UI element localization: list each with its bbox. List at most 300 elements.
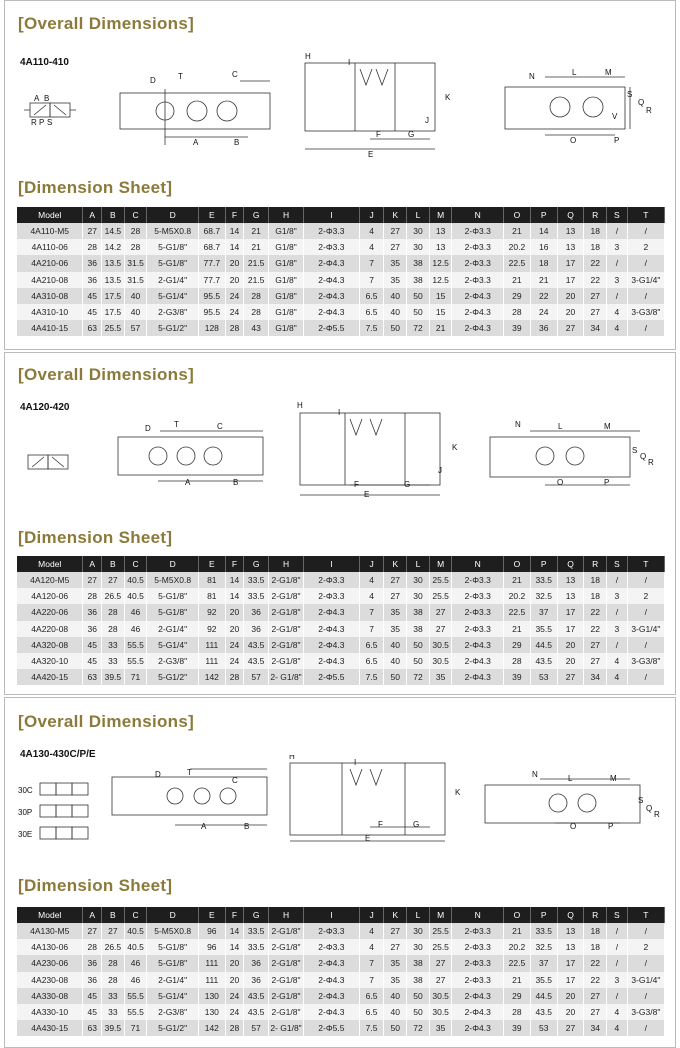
table-cell: G1/8" [269, 223, 304, 239]
front-view [118, 431, 263, 481]
column-header: P [530, 207, 557, 223]
table-cell: 95.5 [198, 288, 225, 304]
table-cell: 95.5 [198, 304, 225, 320]
table-cell: / [627, 669, 664, 685]
end-r-label: R [646, 106, 652, 115]
table-cell: 20 [557, 1004, 584, 1020]
table-cell: 16 [530, 239, 557, 255]
table-cell: 7 [359, 604, 384, 620]
table-cell: 2-G1/8" [269, 653, 304, 669]
column-header: R [584, 207, 607, 223]
end-q-label: Q [646, 804, 653, 813]
column-header: S [607, 556, 628, 572]
model-cell: 4A110-06 [17, 239, 83, 255]
table-cell: 18 [584, 588, 607, 604]
table-cell: 26.5 [102, 939, 125, 955]
table-cell: 20.2 [504, 939, 531, 955]
model-cell: 4A430-15 [17, 1020, 83, 1036]
column-header: H [269, 556, 304, 572]
table-row [17, 1020, 665, 1036]
table-cell: 30 [407, 923, 430, 939]
column-header: Model [17, 556, 83, 572]
table-cell: 2-Φ4.3 [304, 288, 360, 304]
table-cell: 4 [359, 223, 384, 239]
table-cell: 34 [584, 320, 607, 336]
table-cell: 3 [607, 272, 628, 288]
table-cell: 28 [504, 304, 531, 320]
table-cell: G1/8" [269, 320, 304, 336]
end-n-label: N [532, 770, 538, 779]
table-cell: 50 [384, 1020, 407, 1036]
end-r-label: R [654, 810, 660, 819]
table-cell: 20 [225, 972, 244, 988]
column-header: S [607, 207, 628, 223]
front-t-label: T [187, 768, 192, 777]
table-cell: 2-Φ4.3 [452, 320, 504, 336]
table-cell: 27 [384, 588, 407, 604]
end-s-label: S [632, 446, 638, 455]
table-cell: 5-M5X0.8 [147, 923, 199, 939]
table-cell: 2-G1/8" [269, 955, 304, 971]
table-cell: 55.5 [124, 1004, 147, 1020]
table-cell: 46 [124, 604, 147, 620]
table-row [17, 304, 665, 320]
column-header: N [452, 556, 504, 572]
end-m-label: M [605, 68, 612, 77]
table-cell: 25.5 [429, 939, 452, 955]
table-cell: 2- G1/8" [269, 669, 304, 685]
table-cell: 45 [83, 1004, 102, 1020]
table-row [17, 988, 665, 1004]
table-cell: 38 [407, 621, 430, 637]
table-cell: 14.2 [102, 239, 125, 255]
overall-dimensions-title-3: [Overall Dimensions] [18, 712, 195, 731]
table-cell: 27 [584, 304, 607, 320]
symbol-p-label: P [39, 118, 45, 127]
table-cell: 35.5 [530, 972, 557, 988]
table-cell: 46 [124, 972, 147, 988]
table-cell: 39.5 [102, 669, 125, 685]
table-cell: 28 [244, 288, 269, 304]
table-cell: 28 [102, 955, 125, 971]
table-row [17, 621, 665, 637]
table-cell: 2-G1/4" [147, 972, 199, 988]
table-cell: 20 [557, 653, 584, 669]
table-cell: / [627, 320, 664, 336]
table-cell: 57 [124, 320, 147, 336]
table-cell: 96 [198, 923, 225, 939]
table-cell: 29 [504, 288, 531, 304]
table-cell: 27 [384, 939, 407, 955]
column-header: L [407, 556, 430, 572]
table-cell: 72 [407, 320, 430, 336]
table-cell: 13.5 [102, 272, 125, 288]
table-cell: 38 [407, 604, 430, 620]
front-b-label: B [234, 138, 240, 147]
column-header: N [452, 207, 504, 223]
table-cell: 14 [225, 223, 244, 239]
table-cell: / [607, 939, 628, 955]
table-cell: / [607, 637, 628, 653]
table-cell: 2-G1/8" [269, 988, 304, 1004]
front-view [112, 769, 267, 825]
table-header-row [17, 207, 665, 223]
table-cell: 5-G1/8" [147, 255, 199, 271]
table-cell: 18 [584, 239, 607, 255]
table-cell: 22 [584, 272, 607, 288]
table-cell: 111 [198, 653, 225, 669]
table-cell: / [627, 637, 664, 653]
technical-drawing-2 [0, 395, 680, 510]
table-cell: 17 [557, 972, 584, 988]
table-cell: 36 [530, 320, 557, 336]
column-header: I [304, 907, 360, 923]
table-cell: 2-Φ3.3 [452, 255, 504, 271]
table-cell: 17.5 [102, 304, 125, 320]
table-cell: 2-Φ3.3 [452, 272, 504, 288]
table-cell: 21 [504, 923, 531, 939]
table-cell: / [607, 955, 628, 971]
table-cell: 4 [359, 588, 384, 604]
table-cell: / [627, 1020, 664, 1036]
table-cell: 14 [530, 223, 557, 239]
column-header: A [83, 907, 102, 923]
table-cell: 2 [627, 588, 664, 604]
table-cell: 27 [384, 223, 407, 239]
table-cell: 2-Φ4.3 [452, 653, 504, 669]
table-cell: 35 [429, 1020, 452, 1036]
table-cell: 13 [557, 939, 584, 955]
table-cell: 20 [225, 255, 244, 271]
table-cell: 24 [225, 653, 244, 669]
table-row [17, 955, 665, 971]
column-header: C [124, 556, 147, 572]
side-e-label: E [364, 490, 370, 499]
table-cell: 39.5 [102, 1020, 125, 1036]
table-cell: 4 [607, 669, 628, 685]
table-cell: 36 [83, 604, 102, 620]
table-cell: 28 [83, 939, 102, 955]
table-cell: 28 [83, 588, 102, 604]
table-cell: 22 [584, 972, 607, 988]
table-cell: 39 [504, 320, 531, 336]
symbol-a-label: A [34, 94, 40, 103]
table-cell: 22 [584, 955, 607, 971]
symbol-r-label: R [31, 118, 37, 127]
table-cell: 20.2 [504, 588, 531, 604]
table-cell: 20 [557, 288, 584, 304]
table-cell: 36 [244, 604, 269, 620]
table-cell: 3-G3/8" [627, 653, 664, 669]
table-cell: 92 [198, 604, 225, 620]
table-cell: 22 [530, 288, 557, 304]
table-cell: 2-Φ4.3 [304, 637, 360, 653]
side-i-label: I [338, 408, 341, 417]
table-cell: 21.5 [244, 255, 269, 271]
table-cell: 28 [102, 604, 125, 620]
table-cell: 2-G3/8" [147, 304, 199, 320]
table-cell: 5-G1/8" [147, 588, 199, 604]
end-o-label: O [570, 822, 577, 831]
table-cell: 2-Φ3.3 [452, 621, 504, 637]
table-cell: 2-Φ4.3 [452, 1020, 504, 1036]
table-cell: / [607, 288, 628, 304]
end-m-label: M [604, 422, 611, 431]
table-cell: 18 [584, 223, 607, 239]
table-cell: 35.5 [530, 621, 557, 637]
column-header: J [359, 207, 384, 223]
table-cell: 35 [384, 604, 407, 620]
table-cell: 2-Φ4.3 [452, 288, 504, 304]
table-cell: 2-G1/8" [269, 588, 304, 604]
table-cell: 21.5 [244, 272, 269, 288]
column-header: J [359, 907, 384, 923]
table-cell: 32.5 [530, 939, 557, 955]
front-d-label: D [155, 770, 161, 779]
table-cell: 44.5 [530, 637, 557, 653]
end-view [505, 77, 633, 135]
table-cell: 43 [244, 320, 269, 336]
table-cell: 20 [225, 955, 244, 971]
table-cell: 27 [384, 239, 407, 255]
table-cell: 63 [83, 1020, 102, 1036]
table-cell: 4 [359, 923, 384, 939]
table-cell: 71 [124, 1020, 147, 1036]
table-cell: 30 [407, 239, 430, 255]
table-cell: 14 [225, 588, 244, 604]
table-row [17, 637, 665, 653]
front-view [120, 81, 270, 145]
table-row [17, 255, 665, 271]
table-cell: 35 [384, 621, 407, 637]
table-cell: 4 [607, 304, 628, 320]
table-cell: 22.5 [504, 604, 531, 620]
table-cell: 20 [557, 637, 584, 653]
column-header: I [304, 207, 360, 223]
column-header: C [124, 907, 147, 923]
table-cell: 25.5 [429, 572, 452, 588]
column-header: H [269, 207, 304, 223]
table-cell: 77.7 [198, 272, 225, 288]
table-cell: 2 [627, 239, 664, 255]
table-cell: 6.5 [359, 1004, 384, 1020]
table-cell: 7.5 [359, 1020, 384, 1036]
table-cell: 30.5 [429, 1004, 452, 1020]
table-cell: 2-G1/8" [269, 923, 304, 939]
column-header: K [384, 556, 407, 572]
table-cell: 28 [225, 669, 244, 685]
front-c-label: C [232, 776, 238, 785]
column-header: B [102, 207, 125, 223]
column-header: P [530, 907, 557, 923]
symbol-30e-label: 30E [18, 830, 33, 839]
column-header: Model [17, 907, 83, 923]
model-cell: 4A210-08 [17, 272, 83, 288]
table-cell: 40.5 [124, 572, 147, 588]
table-cell: 55.5 [124, 653, 147, 669]
symbol-b-label: B [44, 94, 50, 103]
table-cell: 28 [83, 239, 102, 255]
model-cell: 4A310-10 [17, 304, 83, 320]
table-cell: / [607, 604, 628, 620]
table-cell: 57 [244, 669, 269, 685]
table-cell: 7.5 [359, 669, 384, 685]
front-c-label: C [232, 70, 238, 79]
side-view [300, 413, 440, 495]
table-cell: 37 [530, 604, 557, 620]
table-cell: 2-Φ3.3 [304, 239, 360, 255]
table-cell: G1/8" [269, 239, 304, 255]
column-header: T [627, 907, 664, 923]
table-cell: 37 [530, 955, 557, 971]
table-cell: 130 [198, 1004, 225, 1020]
table-cell: 20 [225, 604, 244, 620]
symbol-s-label: S [47, 118, 53, 127]
side-k-label: K [452, 443, 458, 452]
table-cell: 2-Φ5.5 [304, 1020, 360, 1036]
overall-dimensions-title-2: [Overall Dimensions] [18, 365, 195, 384]
end-view [485, 779, 640, 823]
table-cell: 45 [83, 304, 102, 320]
table-cell: / [627, 955, 664, 971]
table-cell: 68.7 [198, 239, 225, 255]
end-v-label: V [612, 112, 618, 121]
table-cell: G1/8" [269, 304, 304, 320]
table-cell: 2-Φ4.3 [304, 955, 360, 971]
table-cell: 2-G3/8" [147, 1004, 199, 1020]
end-s-label: S [627, 90, 633, 99]
table-cell: 21 [244, 223, 269, 239]
table-cell: 5-G1/8" [147, 955, 199, 971]
table-cell: 2-Φ4.3 [304, 988, 360, 1004]
table-cell: 128 [198, 320, 225, 336]
table-cell: 72 [407, 669, 430, 685]
table-cell: 25.5 [429, 923, 452, 939]
table-cell: 43.5 [244, 637, 269, 653]
table-cell: 27 [102, 923, 125, 939]
front-a-label: A [185, 478, 191, 487]
column-header: G [244, 207, 269, 223]
front-b-label: B [244, 822, 250, 831]
table-cell: 13 [429, 223, 452, 239]
table-cell: 43.5 [530, 653, 557, 669]
table-cell: 33 [102, 988, 125, 1004]
table-row [17, 272, 665, 288]
table-cell: 92 [198, 621, 225, 637]
table-cell: / [627, 288, 664, 304]
table-cell: 31.5 [124, 272, 147, 288]
table-header-row [17, 556, 665, 572]
table-cell: / [607, 223, 628, 239]
table-cell: 15 [429, 304, 452, 320]
table-cell: 24 [530, 304, 557, 320]
table-cell: 30.5 [429, 653, 452, 669]
model-series-label-1: 4A110-410 [20, 57, 69, 68]
table-cell: 27 [584, 288, 607, 304]
table-cell: 30.5 [429, 988, 452, 1004]
valve-symbols [40, 783, 88, 839]
end-view [490, 431, 640, 485]
table-cell: 2-G1/8" [269, 604, 304, 620]
column-header: E [198, 207, 225, 223]
table-row [17, 604, 665, 620]
table-cell: 13.5 [102, 255, 125, 271]
table-cell: 142 [198, 669, 225, 685]
table-cell: 27 [557, 320, 584, 336]
table-cell: 5-M5X0.8 [147, 223, 199, 239]
table-cell: 33 [102, 653, 125, 669]
table-row [17, 653, 665, 669]
table-cell: 45 [83, 988, 102, 1004]
table-cell: 27 [83, 923, 102, 939]
column-header: M [429, 207, 452, 223]
table-cell: 7 [359, 955, 384, 971]
table-cell: 57 [244, 1020, 269, 1036]
model-cell: 4A220-06 [17, 604, 83, 620]
table-cell: 14 [225, 572, 244, 588]
table-cell: / [627, 572, 664, 588]
table-cell: 22.5 [504, 955, 531, 971]
table-cell: 33 [102, 637, 125, 653]
table-cell: 2-Φ4.3 [452, 637, 504, 653]
table-cell: 40 [384, 988, 407, 1004]
model-cell: 4A220-08 [17, 621, 83, 637]
table-cell: 6.5 [359, 637, 384, 653]
table-cell: 33.5 [244, 923, 269, 939]
table-cell: / [607, 255, 628, 271]
column-header: A [83, 556, 102, 572]
table-cell: 2-Φ3.3 [452, 588, 504, 604]
table-cell: / [627, 255, 664, 271]
side-k-label: K [455, 788, 461, 797]
table-row [17, 288, 665, 304]
table-cell: 20 [557, 988, 584, 1004]
table-cell: 35 [384, 955, 407, 971]
table-cell: 13 [557, 572, 584, 588]
table-cell: 2-G1/4" [147, 621, 199, 637]
table-cell: 40 [384, 288, 407, 304]
end-l-label: L [558, 422, 563, 431]
table-cell: 68.7 [198, 223, 225, 239]
model-cell: 4A320-10 [17, 653, 83, 669]
table-cell: 3 [607, 972, 628, 988]
table-cell: 2 [627, 939, 664, 955]
column-header: L [407, 207, 430, 223]
column-header: Q [557, 907, 584, 923]
dimension-table-2 [17, 556, 665, 685]
table-cell: 27 [429, 621, 452, 637]
table-cell: 5-G1/4" [147, 288, 199, 304]
symbol-30c-label: 30C [18, 786, 33, 795]
table-row [17, 572, 665, 588]
table-cell: 24 [225, 1004, 244, 1020]
table-cell: 46 [124, 621, 147, 637]
table-cell: 22 [584, 255, 607, 271]
table-cell: 2-G1/8" [269, 572, 304, 588]
column-header: K [384, 907, 407, 923]
column-header: Q [557, 207, 584, 223]
table-cell: 40 [384, 637, 407, 653]
front-t-label: T [178, 72, 183, 81]
table-cell: 36 [83, 972, 102, 988]
table-cell: 2-Φ4.3 [452, 1004, 504, 1020]
table-cell: 27 [557, 1020, 584, 1036]
table-cell: 43.5 [530, 1004, 557, 1020]
table-cell: 18 [584, 923, 607, 939]
table-cell: 12.5 [429, 255, 452, 271]
table-cell: 33.5 [244, 939, 269, 955]
table-cell: 40.5 [124, 588, 147, 604]
